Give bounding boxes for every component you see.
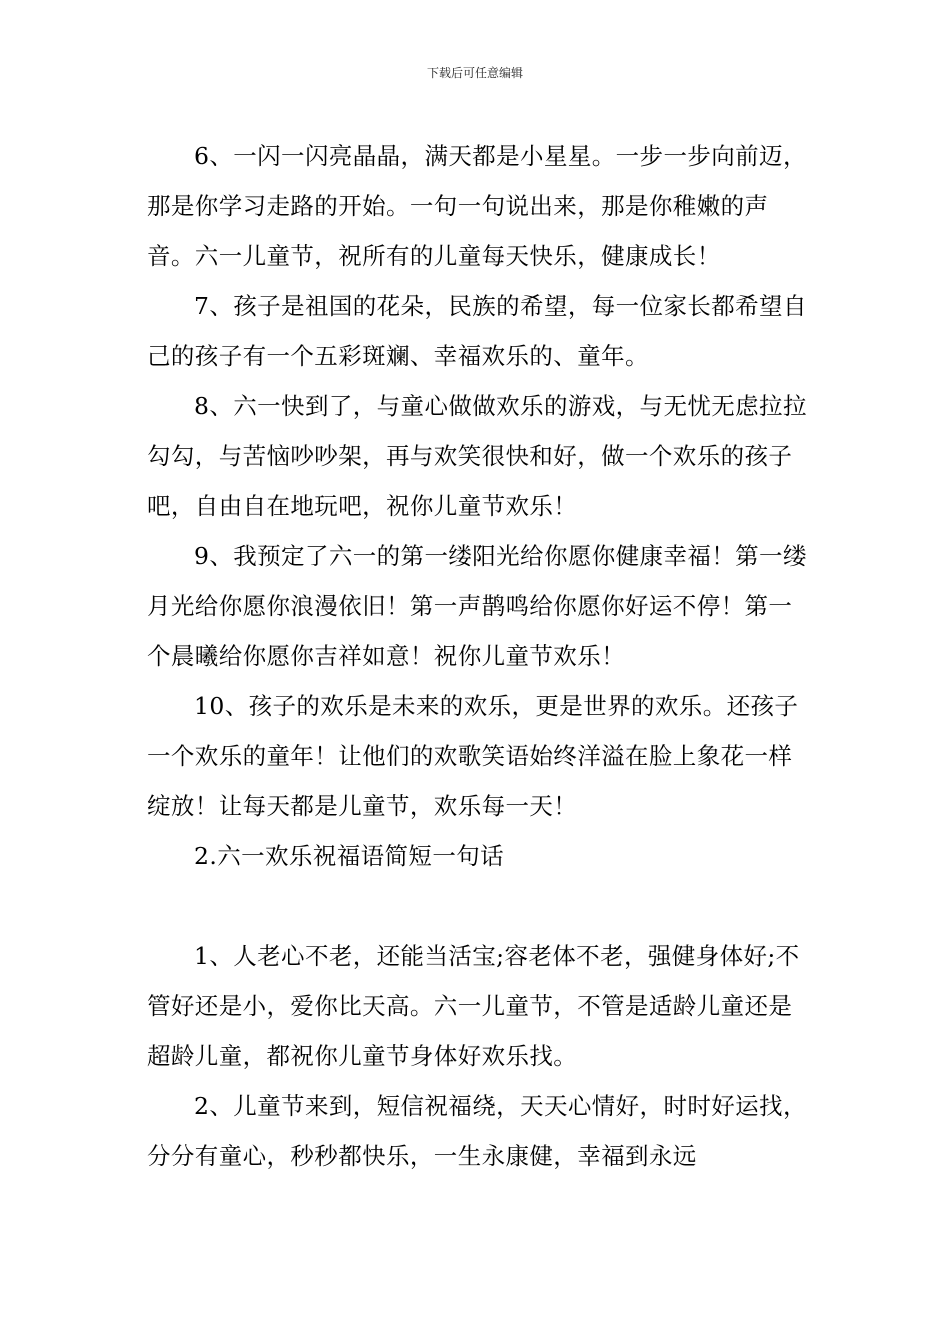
section-heading: 2.六一欢乐祝福语简短一句话 xyxy=(194,842,505,870)
paragraph-8: 8、六一快到了，与童心做做欢乐的游戏，与无忧无虑拉拉勾勾，与苦恼吵吵架，再与欢笑很快和好，做一个欢乐的孩子吧，自由自在地玩吧，祝你儿童节欢乐！ xyxy=(147,392,807,520)
page-header-note: 下载后可任意编辑 xyxy=(426,66,523,80)
paragraph-10: 10、孩子的欢乐是未来的欢乐，更是世界的欢乐。还孩子一个欢乐的童年！让他们的欢歌笑语始终洋溢在脸上象花一样绽放！让每天都是儿童节，欢乐每一天！ xyxy=(147,692,799,820)
paragraph-2: 2、儿童节来到，短信祝福绕，天天心情好，时时好运找，分分有童心，秒秒都快乐，一生永康健，幸福到永远 xyxy=(147,1092,807,1170)
paragraph-6: 6、一闪一闪亮晶晶，满天都是小星星。一步一步向前迈，那是你学习走路的开始。一句一句说出来，那是你稚嫩的声音。六一儿童节，祝所有的儿童每天快乐，健康成长！ xyxy=(147,142,807,270)
blank-line xyxy=(147,881,807,931)
document-body xyxy=(147,131,807,1181)
paragraph-9: 9、我预定了六一的第一缕阳光给你愿你健康幸福！第一缕月光给你愿你浪漫依旧！第一声鹊鸣给你愿你好运不停！第一个晨曦给你愿你吉祥如意！祝你儿童节欢乐！ xyxy=(147,542,807,670)
paragraph-1: 1、人老心不老，还能当活宝;容老体不老，强健身体好;不管好还是小，爱你比天高。六一儿童节，不管是适龄儿童还是超龄儿童，都祝你儿童节身体好欢乐找。 xyxy=(147,942,800,1070)
paragraph-7: 7、孩子是祖国的花朵，民族的希望，每一位家长都希望自己的孩子有一个五彩斑斓、幸福欢乐的、童年。 xyxy=(147,292,807,370)
